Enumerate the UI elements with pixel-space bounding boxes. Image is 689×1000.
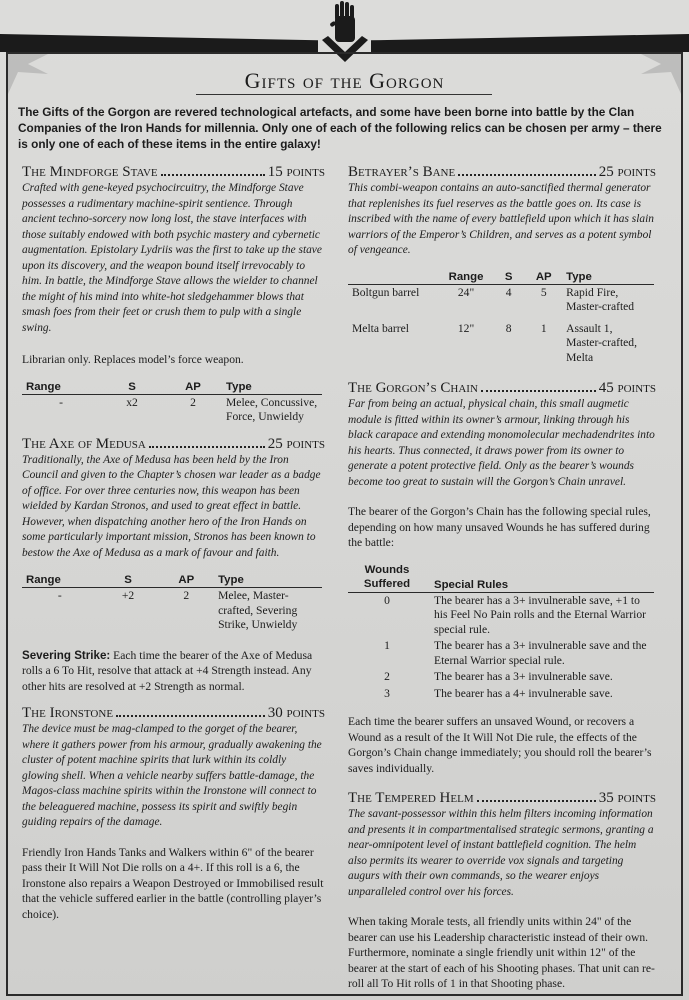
leader-dots [481,390,596,392]
relic-points: 15 points [267,164,325,180]
col-ap-header: AP [535,270,552,283]
cell-ap: 1 [540,321,547,335]
col-s-header: S [504,270,513,283]
table-header-row [22,574,322,587]
cell-type: Melee, Master-crafted, Severing Strike, Unwieldy [218,589,298,631]
weapon-profile-table [22,574,322,634]
chain-effect-text: Each time the bearer suffers an unsaved Wound, or recovers a Wound as a result of the It Will Not Die rule, the effects of the Gorgon’s Chain change immediately; you should roll the bearer’s saves individually. [348,715,652,775]
cell-s: +2 [121,589,135,602]
cell-range: 12" [457,321,475,335]
table-row [348,285,654,316]
col-range-header: Range [26,574,61,586]
relic-flavor-text: This combi-weapon contains an auto-sanctified thermal generator that replenishes its fuel reserves as the battle goes on. Its case is inscribed with the name of every battlefield upon which it has slain warriors of the Emperor’s Children, and serves as a potent symbol of vengeance. [348,182,654,256]
cell-ap: 2 [183,589,190,602]
cell-s: 8 [505,321,512,335]
leader-dots [458,174,596,176]
cell-type: Assault 1, Master-crafted, Melta [566,321,638,364]
col-type-header: Type [218,574,244,586]
table-row [348,316,654,367]
right-column [348,164,656,992]
table-row [348,669,654,686]
col-suffered-label: Suffered [363,577,411,590]
table-header-row [22,381,322,394]
relic-points: 35 points [598,790,656,806]
cell-s: 4 [505,285,512,299]
relic-flavor-text: Traditionally, the Axe of Medusa has been held by the Iron Council and given to the Chapter’s chosen war leader as a badge of office. For over three centuries now, this weapon has been wielded by Kardan Stronos, and used to great effect in battle. However, when dispatching another hero of the Iron Hands on some particularly important mission, Stronos has been known to bestow the Axe of Medusa as a mark of favour and faith. [22,453,321,559]
col-s-header: S [124,574,132,586]
relic-heading-mindforge-stave [22,164,325,181]
leader-dots [149,446,265,448]
cell-range: - [59,395,63,409]
relic-flavor-text: The device must be mag-clamped to the gorget of the bearer, where it gathers power from his armour, gradually awakening the cluster of potent machine spirits that lurk within its coldly glowing shell. When a vehicle nearby suffers battle-damage, the Magos-class machine spirits within the Ironstone will connect to the beleaguered machine, possess its spirit and swiftly begin guiding repairs of the damage. [22,723,322,828]
cell-wounds: 0 [384,593,390,607]
relic-flavor-text: Far from being an actual, physical chain, this small augmetic module is fitted within its owner’s armour, linking through his black carapace and extending monomolecular mechadendrites into his hearts. Thus connected, it draws power from its owner to generate a potent protective field. Only as the bearer’s wounds become too great to sustain will the Gorgon’s Chain unravel. [348,398,655,488]
col-type-header: Type [226,380,252,393]
cell-rule: The bearer has a 3+ invulnerable save. [434,670,613,683]
relic-name: The Ironstone [22,705,114,721]
rule-text: Each time the bearer of the Axe of Medusa rolls a 6 To Hit, resolve that attack at +4 Strength instead. Any other hits are resolved at +2 Strength as normal. [22,648,313,693]
table-header-row [348,271,654,284]
relic-name: The Mindforge Stave [22,164,158,180]
table-header-row [348,563,654,592]
relic-rule-text: The bearer of the Gorgon’s Chain has the following special rules, depending on how many unsaved Wounds he has suffered during the battle: [348,505,651,549]
cell-type: Melee, Concussive, Force, Unwieldy [226,395,318,423]
relic-flavor-text: The savant-possessor within this helm filters incoming information and presents it in compartmentalised strategic sermons, granting a near-omnipotent level of instant battlefield cognition. The helm also permits its wearer to override vox signals and targeting augurs with their own commands, so the wearer enjoys unparalleled control over his forces. [348,808,654,898]
severing-strike-rule [22,648,325,695]
cell-rule: The bearer has a 4+ invulnerable save. [434,686,613,700]
col-special-rules-header: Special Rules [434,578,509,591]
cell-range: - [57,589,62,602]
left-column [22,164,325,922]
intro-paragraph: The Gifts of the Gorgon are revered technological artefacts, and some have been borne into battle by the Clan Companies of the Iron Hands for millennia. Only one of each of the following relics can be chosen per army – there is only one of each of these items in the entire galaxy! [18,105,662,151]
top-border-left [0,34,318,52]
relic-name: Betrayer’s Bane [348,164,456,180]
relic-heading-ironstone [22,705,325,722]
weapon-profile-table [348,271,654,367]
leader-dots [116,715,265,717]
page-title: Gifts of the Gorgon [244,68,445,93]
wounds-table [348,563,654,703]
weapon-profile-table [22,381,322,426]
table-row [22,395,322,426]
table-row [348,686,654,703]
leader-dots [161,174,265,176]
cell-wounds: 3 [384,686,390,700]
relic-points: 45 points [598,380,656,396]
table-row [22,588,322,634]
relic-heading-tempered-helm [348,790,656,807]
col-s-header: S [128,380,136,393]
relic-heading-betrayers-bane [348,164,656,181]
relic-rule-text: When taking Morale tests, all friendly units within 24" of the bearer can use his Leadership characteristic instead of their own. Furthermore, nominate a single friendly unit within 12" of the bearer at the start of each of his Shooting phases. That unit can re-roll all To Hit rolls of 1 in that Shooting phase. [348,915,655,990]
relic-rule-text: Friendly Iron Hands Tanks and Walkers within 6" of the bearer pass their It Will Not Die rolls on a 4+. If this roll is a 6, the Ironstone also repairs a Weapon Destroyed or Immobilised result that the vehicle suffered earlier in the battle (controlling player’s choice). [22,845,324,921]
table-row [348,638,654,669]
relic-heading-axe-of-medusa [22,436,325,453]
cell-s: x2 [126,395,138,409]
col-range-header: Range [26,380,61,393]
relic-points: 25 points [267,435,325,452]
relic-flavor-text: Crafted with gene-keyed psychocircuitry, the Mindforge Stave possesses a rudimentary machine-spirit sentience. Through ancient techno-sorcery now long lost, the stave interfaces with those suitably endowed with both psychic mastery and cybernetic augmentation. Epistolary Lydriis was the first to take up the stave upon its discovery, and the weapon bound itself irrevocably to him. In battle, the Mindforge Stave allows the wielder to channel the might of his mind into white-hot sledgehammer blows that smash foes from their feet or crush them to pulp with a single swing. [22,182,322,334]
col-wounds-header [348,563,426,592]
top-border-right [371,34,689,52]
cell-type: Rapid Fire, Master-crafted [566,285,635,313]
cell-weapon-name: Melta barrel [352,321,409,335]
rule-label: Severing Strike: [22,648,111,662]
cell-wounds: 1 [384,639,390,652]
relic-name: The Tempered Helm [348,790,474,806]
cell-weapon-name: Boltgun barrel [352,285,420,299]
col-ap-header: AP [178,574,195,586]
relic-heading-gorgons-chain [348,380,656,397]
cell-range: 24" [457,285,475,299]
col-range-header: Range [448,270,484,283]
leader-dots [477,800,596,802]
relic-name: The Gorgon’s Chain [348,380,478,396]
cell-rule: The bearer has a 3+ invulnerable save and the Eternal Warrior special rule. [434,639,647,667]
title-underline [196,94,492,95]
col-ap-header: AP [185,380,201,393]
cell-ap: 2 [190,395,196,409]
col-type-header: Type [566,270,592,283]
cell-ap: 5 [540,285,547,299]
cell-wounds: 2 [384,670,390,683]
table-row [348,593,654,639]
col-wounds-label: Wounds [364,563,410,576]
relic-rule-text: Librarian only. Replaces model’s force weapon. [22,353,244,366]
relic-points: 25 points [598,164,656,180]
relic-points: 30 points [267,705,325,721]
cell-rule: The bearer has a 3+ invulnerable save, +1 to his Feel No Pain rolls and the Eternal Warrior special rule. [434,593,646,636]
relic-name: The Axe of Medusa [22,435,146,452]
